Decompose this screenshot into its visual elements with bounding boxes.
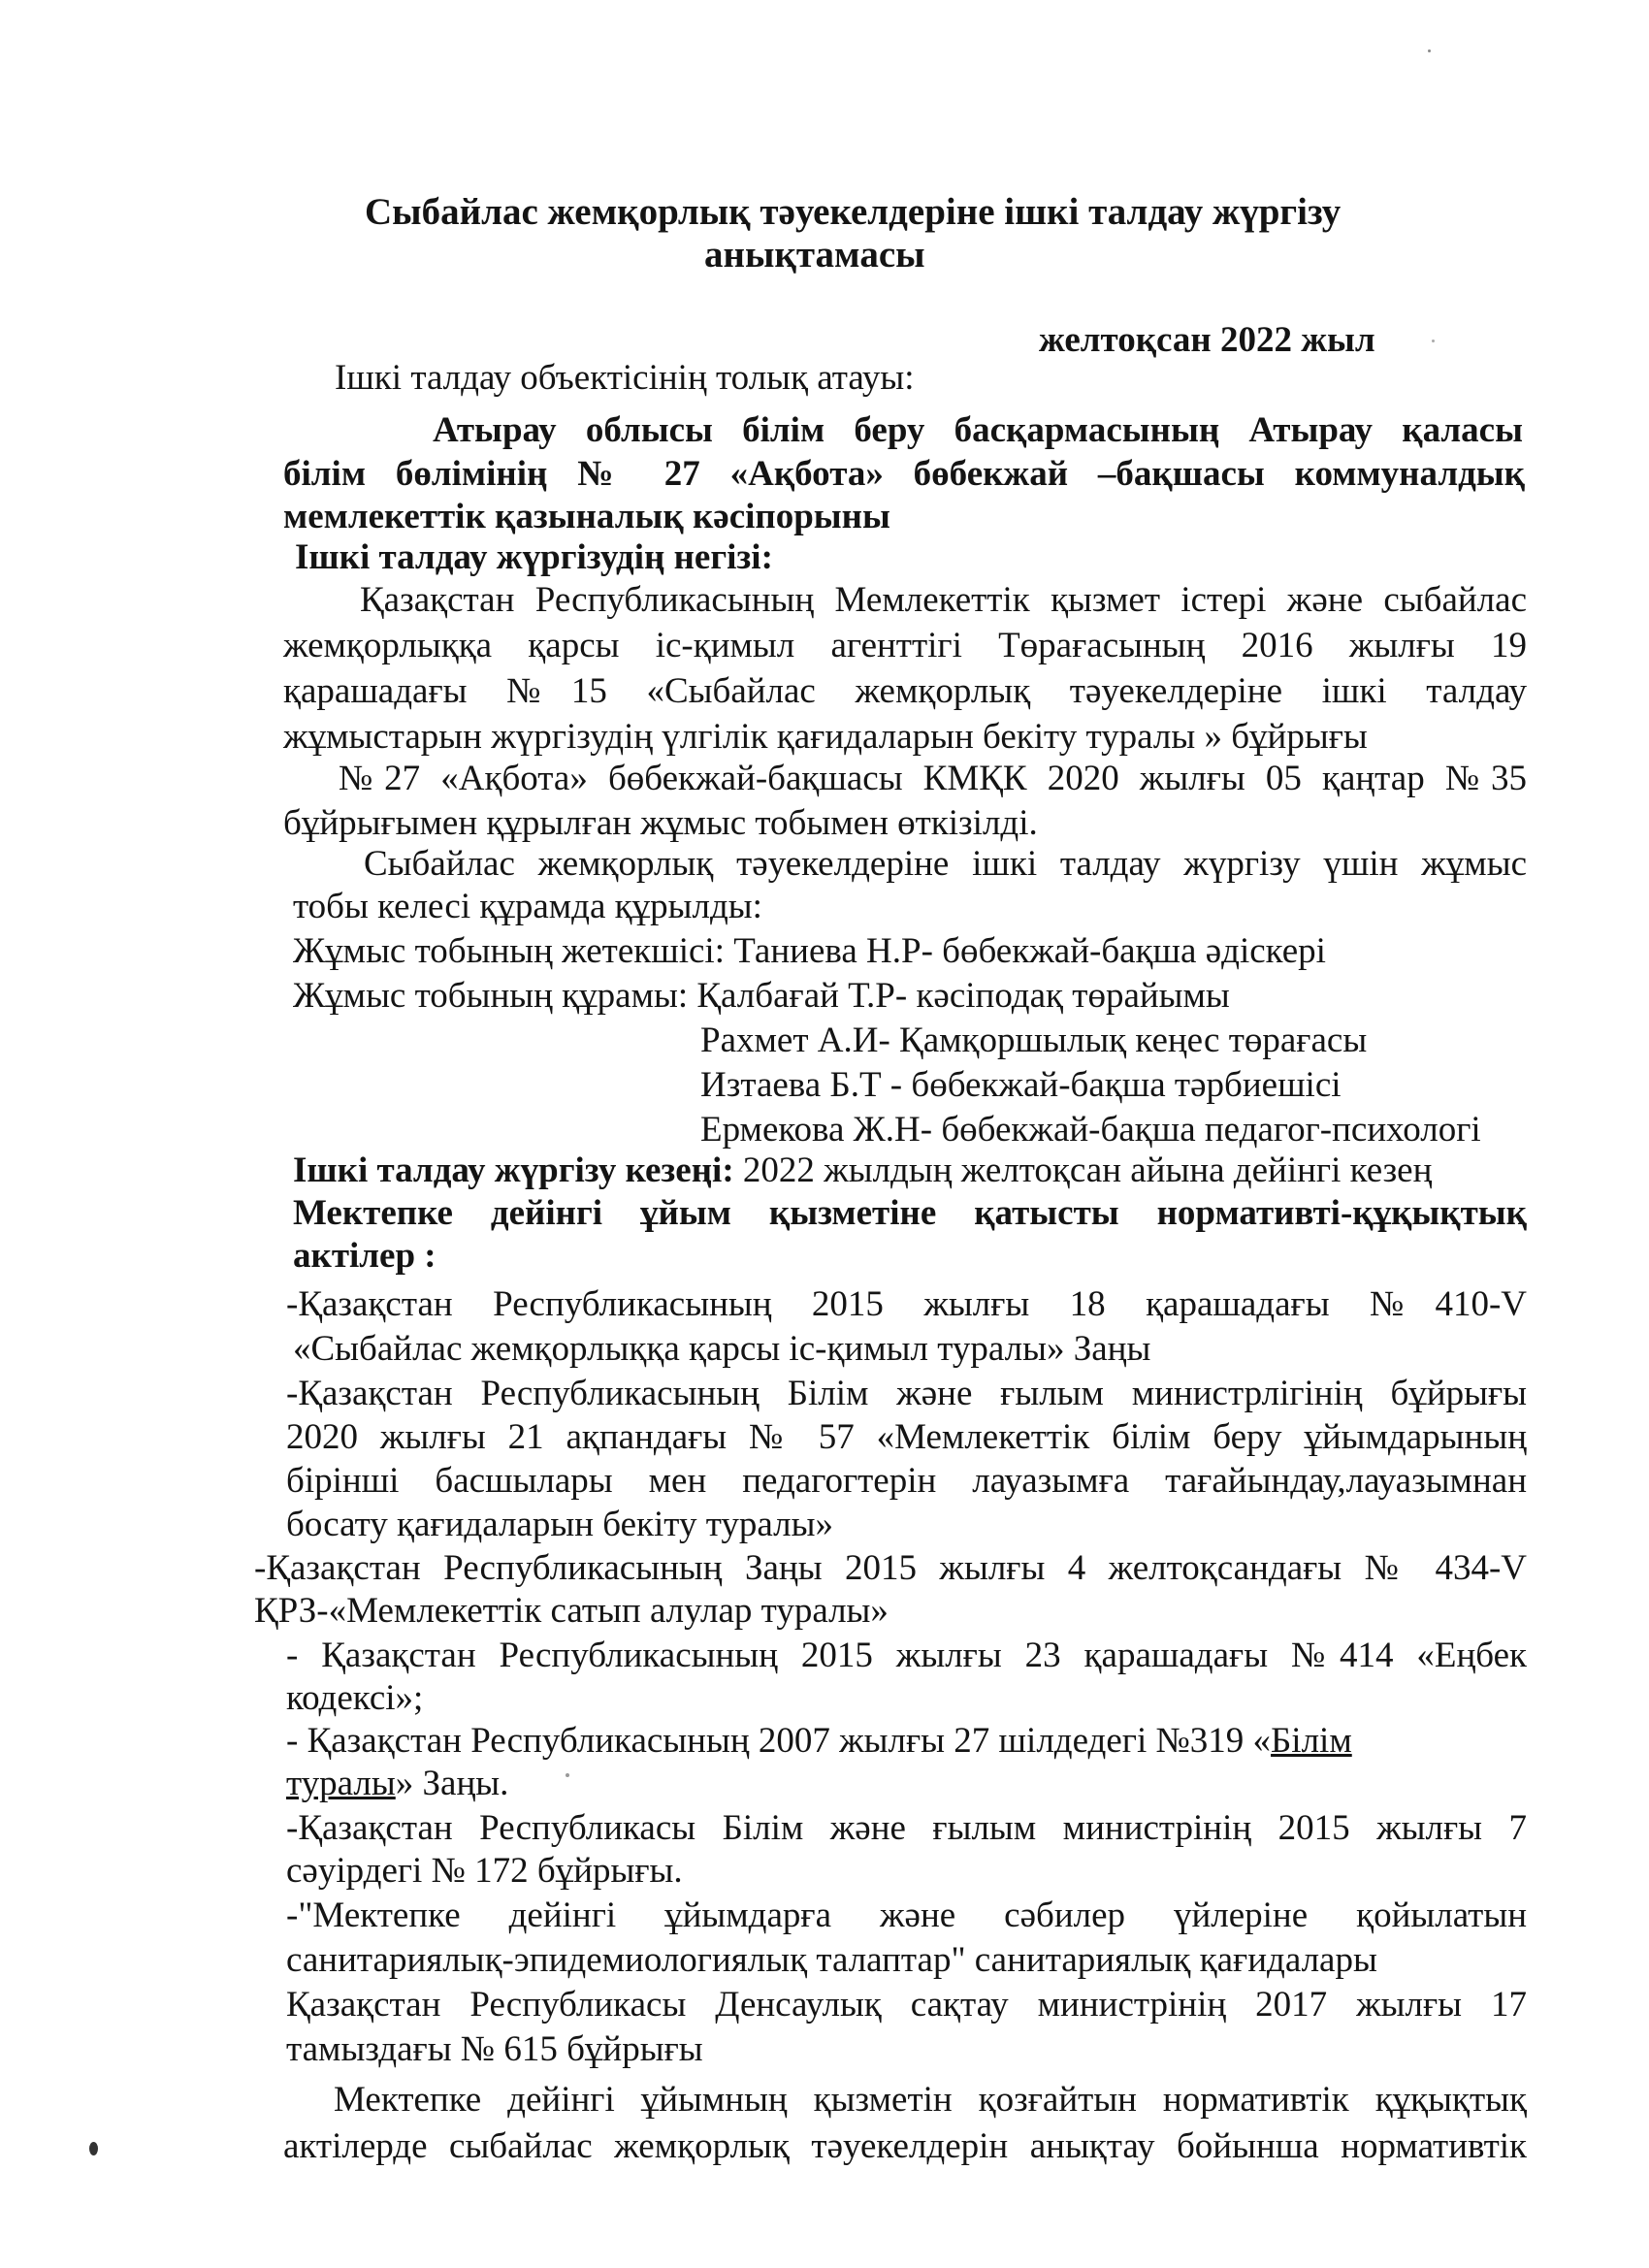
basis-p1-line2: жемқорлыққа қарсы іс-қимыл агенттігі Төрағасының 2016 жылғы 19 <box>283 626 1527 665</box>
act-5-line1 <box>286 1719 1352 1764</box>
basis-heading: Ішкі талдау жүргізудің негізі: <box>295 537 773 577</box>
team-members-label: Жұмыс тобының құрамы: Қалбағай Т.Р- кәсіподақ төрайымы <box>293 976 1230 1016</box>
act-7-line1: -"Мектепке дейінгі ұйымдарға және сәбилер үйлеріне қойылатын <box>286 1895 1527 1935</box>
basis-p3-line1: Сыбайлас жемқорлық тәуекелдеріне ішкі талдау жүргізу үшін жұмыс <box>364 844 1527 884</box>
basis-p2-line1: №27 «Ақбота» бөбекжай-бақшасы КМҚК 2020 жылғы 05 қаңтар №35 <box>339 759 1527 798</box>
act-2-line3: бірінші басшылары мен педагогтерін лауазымға тағайындау,лауазымнан <box>286 1461 1527 1501</box>
act-2-line1: -Қазақстан Республикасының Білім және ғылым министрлігінің бұйрығы <box>286 1374 1527 1413</box>
doc-date: желтоқсан 2022 жыл <box>1039 320 1375 360</box>
scan-speck <box>1432 340 1435 342</box>
acts-heading-line1: Мектепке дейінгі ұйым қызметіне қатысты нормативті-құқықтық <box>293 1193 1527 1233</box>
act-5-prefix: - Қазақстан Республикасының 2007 жылғы 27 шілдедегі №319 « <box>286 1721 1272 1761</box>
team-leader: Жұмыс тобының жетекшісі: Таниева Н.Р- бөбекжай-бақша әдіскері <box>293 931 1326 971</box>
act-5-link-part1: Білім <box>1271 1721 1352 1761</box>
team-member-2: Изтаева Б.Т - бөбекжай-бақша тәрбиешісі <box>700 1065 1342 1105</box>
object-name-line2: білім бөлімінің № 27 «Ақбота» бөбекжай –бақшасы коммуналдық <box>283 454 1525 494</box>
act-7-line3: Қазақстан Республикасы Денсаулық сақтау министрінің 2017 жылғы 17 <box>286 1985 1527 2025</box>
act-5-line2 <box>286 1762 508 1806</box>
act-6-line1: -Қазақстан Республикасы Білім және ғылым министрінің 2015 жылғы 7 <box>286 1808 1527 1848</box>
basis-p1-line3: қарашадағы №15 «Сыбайлас жемқорлық тәуекелдеріне ішкі талдау <box>283 671 1527 711</box>
basis-p2-line2: бұйрығымен құрылған жұмыс тобымен өткізілді. <box>283 803 1038 843</box>
period-value: 2022 жылдың желтоқсан айына дейінгі кезең <box>733 1150 1433 1190</box>
acts-heading-line2: актілер : <box>293 1236 436 1276</box>
act-7-line2: санитариялық-эпидемиологиялық талаптар" санитариялық қағидалары <box>286 1940 1377 1980</box>
period-label: Ішкі талдау жүргізу кезеңі: <box>293 1150 734 1190</box>
act-2-line4: босату қағидаларын бекіту туралы» <box>286 1505 833 1544</box>
period-line <box>293 1149 1432 1193</box>
doc-title-line1: Сыбайлас жемқорлық тәуекелдеріне ішкі талдау жүргізу <box>365 191 1342 233</box>
scan-speck <box>1428 49 1431 52</box>
team-member-3: Ермекова Ж.Н- бөбекжай-бақша педагог-психологі <box>700 1110 1481 1150</box>
closing-line1: Мектепке дейінгі ұйымның қызметін қозғайтын нормативтік құқықтық <box>334 2080 1527 2120</box>
object-name-line3: мемлекеттік қазыналық кәсіпорыны <box>283 497 890 536</box>
basis-p1-line4: жұмыстарын жүргізудің үлгілік қағидаларын бекіту туралы » бұйрығы <box>283 717 1368 757</box>
object-name-line1: Атырау облысы білім беру басқармасының Атырау қаласы <box>433 410 1523 450</box>
act-5-link-part2: туралы <box>286 1764 396 1803</box>
basis-p1-line1: Қазақстан Республикасының Мемлекеттік қызмет істері және сыбайлас <box>360 580 1527 620</box>
scan-speck <box>566 1773 569 1777</box>
act-3-line1: -Қазақстан Республикасының Заңы 2015 жылғы 4 желтоқсандағы № 434-V <box>254 1548 1527 1588</box>
act-5-suffix: » Заңы. <box>395 1764 509 1803</box>
closing-line2: актілерде сыбайлас жемқорлық тәуекелдерін анықтау бойынша нормативтік <box>283 2126 1527 2166</box>
act-3-line2: ҚРЗ-«Мемлекеттік сатып алулар туралы» <box>254 1591 889 1631</box>
act-4-line1: - Қазақстан Республикасының 2015 жылғы 23 қарашадағы №414 «Еңбек <box>286 1636 1527 1675</box>
act-7-line4: тамыздағы № 615 бұйрығы <box>286 2029 703 2069</box>
doc-title-line2: анықтамасы <box>704 234 925 275</box>
team-member-1: Рахмет А.И- Қамқоршылық кеңес төрағасы <box>700 1021 1368 1060</box>
act-4-line2: кодексі»; <box>286 1678 424 1718</box>
scan-speck <box>89 2142 98 2155</box>
act-1-line1: -Қазақстан Республикасының 2015 жылғы 18 қарашадағы №410-V <box>286 1284 1527 1324</box>
act-1-line2: «Сыбайлас жемқорлыққа қарсы іс-қимыл туралы» Заңы <box>293 1329 1151 1369</box>
basis-p3-line2: тобы келесі құрамда құрылды: <box>293 887 762 926</box>
act-6-line2: сәуірдегі № 172 бұйрығы. <box>286 1851 683 1891</box>
object-label: Ішкі талдау объектісінің толық атауы: <box>335 358 915 398</box>
act-2-line2: 2020 жылғы 21 ақпандағы № 57 «Мемлекеттік білім беру ұйымдарының <box>286 1417 1527 1457</box>
